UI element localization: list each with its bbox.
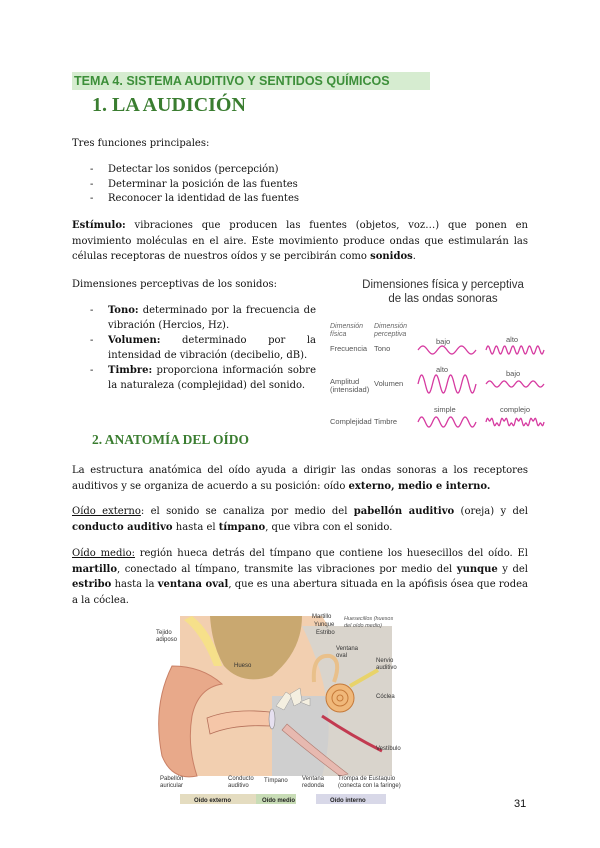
label-conducto-2: auditivo	[228, 783, 249, 789]
text-run: (oreja) y del	[454, 506, 528, 517]
list-item	[72, 333, 316, 363]
label-huesecillos-1: Huesecillos (huesos	[344, 616, 394, 622]
label-yunque: Yunque	[314, 622, 335, 628]
list-item: - Reconocer la identidad de las fuentes	[72, 192, 532, 207]
term-conducto: conducto auditivo	[72, 521, 173, 533]
col-perc-1: Dimensión	[374, 323, 408, 330]
text-run: , que es una abertura situada en la apófisis ósea que rodea a la cóclea.	[72, 579, 528, 606]
estimulo-term: Estímulo:	[72, 220, 126, 231]
label-tejido: Tejido	[156, 630, 172, 636]
col-perc-2: perceptiva	[374, 331, 407, 338]
term-oido-externo: Oído externo	[72, 506, 141, 517]
row-tono: Tono	[374, 344, 391, 353]
text-run: y del	[497, 563, 529, 575]
waves-title-1: Dimensiones física y perceptiva	[362, 279, 524, 291]
term-martillo: martillo	[72, 563, 118, 575]
row-complejidad: Complejidad	[330, 417, 372, 426]
col-fisica-1: Dimensión	[330, 323, 364, 330]
col-fisica-2: física	[330, 331, 347, 338]
label-ventana-oval-2: oval	[336, 653, 348, 659]
section-title-audicion: 1. LA AUDICIÓN	[92, 94, 246, 116]
anatomia-intro	[72, 463, 528, 494]
estimulo-text: vibraciones que producen las fuentes (objetos, voz…) que ponen en movimiento moléculas en el aire. Este movimiento produce ondas que estimularán las células receptoras de nuestros oídos y se percibirán como	[72, 220, 528, 262]
sound-waves-figure	[328, 272, 558, 434]
label-oido-interno: Oído interno	[330, 798, 366, 804]
ear-anatomy-figure	[152, 606, 408, 804]
wave-timbre-simple	[418, 417, 476, 427]
term-estribo: estribo	[72, 579, 112, 590]
label-trompa-1: Trompa de Eustaquio	[338, 776, 396, 782]
term-yunque: yunque	[456, 563, 498, 575]
label-oido-medio: Oído medio	[262, 798, 295, 804]
wave-timbre-complejo	[486, 418, 544, 425]
text-run: , conectado al tímpano, transmite las vibraciones por medio del	[117, 563, 457, 575]
label-bajo-2: bajo	[506, 369, 521, 378]
label-ventana-redonda-1: Ventana	[302, 776, 325, 782]
tympanum	[269, 709, 275, 729]
text-run: ,	[391, 480, 399, 492]
label-martillo: Martillo	[312, 614, 332, 620]
term-timpano: tímpano	[218, 521, 266, 533]
row-amplitud: Amplitud	[330, 377, 360, 386]
row-volumen: Volumen	[374, 379, 404, 388]
label-pabellon-2: auricular	[160, 783, 184, 789]
term-externo: externo	[348, 480, 392, 492]
text-run: : el sonido se canaliza por medio del	[140, 506, 354, 517]
row-frecuencia: Frecuencia	[330, 344, 368, 353]
list-item	[72, 303, 316, 333]
list-item: - Determinar la posición de las fuentes	[72, 178, 532, 193]
label-coclea: Cóclea	[376, 694, 395, 700]
label-complejo: complejo	[500, 405, 531, 414]
functions-intro: Tres funciones principales:	[72, 138, 210, 149]
topic-header: TEMA 4. SISTEMA AUDITIVO Y SENTIDOS QUÍMICOS	[72, 72, 430, 90]
oido-medio-paragraph	[72, 546, 528, 608]
label-estribo: Estribo	[316, 630, 335, 636]
estimulo-paragraph	[72, 218, 528, 265]
wave-volumen-bajo	[486, 381, 544, 387]
dims-intro: Dimensiones perceptivas de los sonidos:	[72, 279, 277, 290]
dim-term: Volumen:	[108, 335, 161, 346]
term-pabellon: pabellón auditivo	[353, 506, 455, 517]
row-intensidad: (intensidad)	[330, 385, 370, 394]
label-timpano: Tímpano	[264, 778, 288, 784]
label-hueso: Hueso	[234, 663, 252, 669]
estimulo-end: sonidos	[370, 251, 413, 262]
text-run: .	[486, 480, 491, 492]
oido-externo-paragraph	[72, 504, 528, 535]
dims-list	[72, 303, 316, 393]
label-nervio-2: auditivo	[376, 665, 397, 671]
label-adiposo: adiposo	[156, 637, 178, 643]
label-oido-externo: Oído externo	[194, 798, 232, 804]
dim-text: determinado por la frecuencia de vibración (Hercios, Hz).	[108, 305, 316, 331]
list-item: - Detectar los sonidos (percepción)	[72, 163, 532, 178]
label-trompa-2: (conecta con la faringe)	[338, 783, 401, 789]
label-alto-1: alto	[506, 335, 519, 344]
functions-list	[72, 163, 532, 207]
dim-text: proporciona información sobre la naturaleza (complejidad) del sonido.	[108, 365, 316, 391]
label-simple: simple	[434, 405, 456, 414]
wave-tono-alto	[486, 346, 544, 354]
label-ventana-redonda-2: redonda	[302, 783, 325, 789]
row-timbre: Timbre	[374, 417, 398, 426]
dim-text: determinado por la intensidad de vibración (decibelio, dB).	[108, 335, 316, 361]
section-title-anatomia: 2. ANATOMÍA DEL OÍDO	[92, 432, 250, 447]
term-ventana-oval: ventana oval	[157, 579, 229, 590]
page-number: 31	[514, 798, 527, 810]
dim-term: Tono:	[108, 305, 139, 316]
wave-tono-bajo	[418, 346, 476, 354]
text-run: , que vibra con el sonido.	[265, 521, 393, 533]
cochlea	[326, 684, 354, 712]
label-bajo-1: bajo	[436, 337, 451, 346]
dim-term: Timbre:	[108, 365, 153, 376]
text-run: hasta el	[172, 521, 219, 533]
label-vestibulo: Vestíbulo	[376, 746, 401, 752]
estimulo-dot: .	[412, 251, 416, 262]
text-run: La estructura anatómica del oído ayuda a dirigir las ondas sonoras a los receptores auditivos y se organiza de acuerdo a su posición: oído	[72, 465, 528, 492]
label-alto-2: alto	[436, 365, 449, 374]
label-ventana-oval-1: Ventana	[336, 646, 359, 652]
term-interno: interno	[445, 480, 487, 492]
label-huesecillos-2: del oído medio)	[344, 623, 382, 629]
list-item	[72, 363, 316, 393]
label-pabellon-1: Pabellón	[160, 776, 184, 782]
waves-title-2: de las ondas sonoras	[388, 293, 498, 305]
text-run: hasta la	[111, 579, 158, 590]
term-oido-medio: Oído medio:	[72, 548, 135, 559]
text-run: región hueca detrás del tímpano que contiene los huesecillos del oído. El	[134, 548, 528, 559]
text-run: e	[432, 480, 446, 492]
label-nervio-1: Nervio	[376, 658, 394, 664]
label-conducto-1: Conducto	[228, 776, 254, 782]
wave-volumen-alto	[418, 375, 476, 393]
term-medio: medio	[398, 480, 433, 492]
